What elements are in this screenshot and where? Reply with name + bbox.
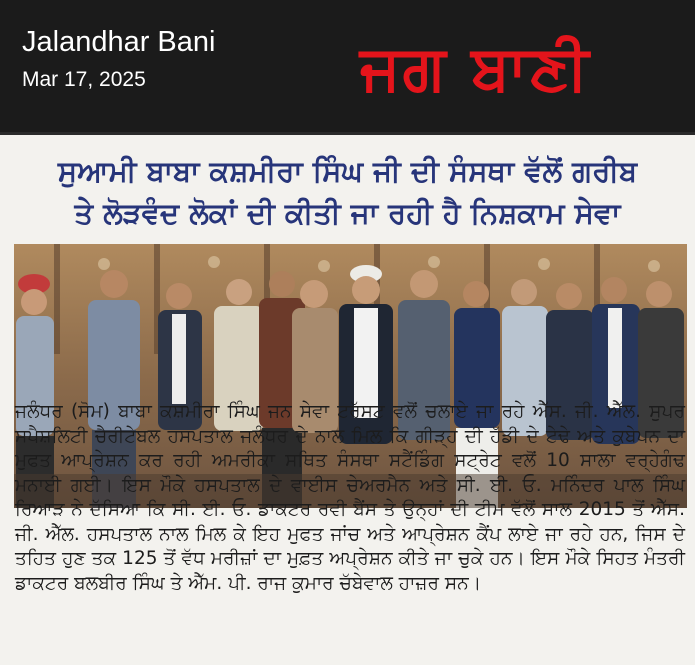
publication-name: Jalandhar Bani <box>22 26 216 58</box>
publication-date: Mar 17, 2025 <box>22 68 146 91</box>
divider <box>0 132 695 135</box>
article-paragraph: ਜਲੰਧਰ (ਸੋਮ) ਬਾਬਾ ਕਸ਼ਮੀਰਾ ਸਿੰਘ ਜਨ ਸੇਵਾ ਟਰੱਸਟ ਵਲੋਂ ਚਲਾਏ ਜਾ ਰਹੇ ਐੱਸ. ਜੀ. ਐੱਲ. ਸੁਪਰ ਸਪੈਸ਼ਲਿਟੀ ਚੈਰੀਟੇਬਲ ਹਸਪਤਾਲ ਜਲੰਧਰ ਦੇ ਨਾਲ ਮਿਲ ਕਿ ਗੀੜ੍ਹ ਦੀ ਹੱਡੀ ਦੇ ਟੇਢੇ ਅਤੇ ਕੁਬੇਪਨ ਦਾ ਮੁਫਤ ਆਪ੍ਰੇਸ਼ਨ ਕਰ ਰਹੀ ਅਮਰੀਕਾ ਸਥਿਤ ਸੰਸਥਾ ਸਟੈਂਡਿੰਗ ਸਟ੍ਰੇਟ ਵਲੋਂ 10 ਸਾਲਾ ਵਰ੍ਹੇਗੰਢ ਮਨਾਈ ਗਈ। ਇਸ ਮੌਕੇ ਹਸਪਤਾਲ ਦੇ ਵਾਈਸ ਚੇਅਰਮੈਨ ਅਤੇ ਸੀ. ਈ. ਓ. ਮਨਿੰਦਰ ਪਾਲ ਸਿੰਘ ਰਿਆੜ ਨੇ ਦੱਸਿਆ ਕਿ ਸੀ. ਈ. ਓ. ਡਾਕਟਰ ਰਵੀ ਬੈਂਸ ਤੇ ਉਨ੍ਹਾਂ ਦੀ ਟੀਮ ਵੱਲੋਂ ਸਾਲ 2015 ਤੋਂ ਐੱਸ. ਜੀ. ਐੱਲ. ਹਸਪਤਾਲ ਨਾਲ ਮਿਲ ਕੇ ਇਹ ਮੁਫਤ ਜਾਂਚ ਅਤੇ ਆਪ੍ਰੇਸ਼ਨ ਕੈਂਪ ਲਾਏ ਜਾ ਰਹੇ ਹਨ, ਜਿਸ ਦੇ ਤਹਿਤ ਹੁਣ ਤਕ 125 ਤੋਂ ਵੱਧ ਮਰੀਜ਼ਾਂ ਦਾ ਮੁਫ਼ਤ ਅਪ੍ਰੇਸ਼ਨ ਕੀਤੇ ਜਾ ਚੁਕੇ ਹਨ। ਇਸ ਮੌਕੇ ਸਿਹਤ ਮੰਤਰੀ ਡਾਕਟਰ ਬਲਬੀਰ ਸਿੰਘ ਤੇ ਐੱਮ. ਪੀ. ਰਾਜ ਕੁਮਾਰ ਚੱਬੇਵਾਲ ਹਾਜ਼ਰ ਸਨ। <box>15 401 685 594</box>
headline-line-1: ਸੁਆਮੀ ਬਾਬਾ ਕਸ਼ਮੀਰਾ ਸਿੰਘ ਜੀ ਦੀ ਸੰਸਥਾ ਵੱਲੋਂ ਗਰੀਬ <box>57 154 638 188</box>
article-clipping <box>0 132 695 665</box>
headline-line-2: ਤੇ ਲੋੜਵੰਦ ਲੋਕਾਂ ਦੀ ਕੀਤੀ ਜਾ ਰਹੀ ਹੈ ਨਿਸ਼ਕਾਮ ਸੇਵਾ <box>74 196 621 230</box>
article-body <box>15 400 685 596</box>
jagbani-logo: ਜਗ ਬਾਣੀ <box>360 31 591 104</box>
header-bar <box>0 0 695 130</box>
